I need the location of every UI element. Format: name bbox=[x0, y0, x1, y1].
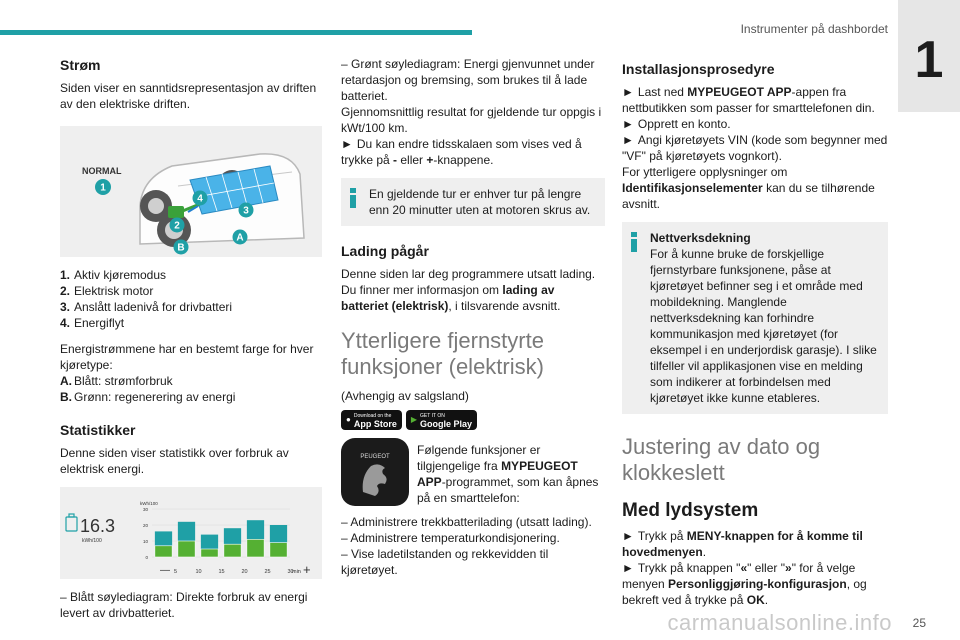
watermark: carmanualsonline.info bbox=[667, 610, 892, 635]
y-tick-label-3: 30 bbox=[142, 507, 148, 512]
header-accent-bar bbox=[0, 30, 472, 35]
play-icon: ▶ bbox=[410, 415, 418, 424]
marker-3 bbox=[239, 203, 254, 218]
function-list bbox=[341, 514, 605, 578]
energy-text: Energistrømmene har en bestemt farge for hver kjøretype: bbox=[60, 342, 314, 372]
install-step: ► Last ned MYPEUGEOT APP-appen fra nettbutikken som passer for smarttelefonen din. bbox=[622, 85, 875, 115]
mode-label: NORMAL bbox=[82, 166, 122, 176]
strom-text: Siden viser en sanntidsrepresentasjon av driften av den elektriske driften. bbox=[60, 81, 317, 111]
remote-heading: Ytterligere fjernstyrte funksjoner (elektrisk) bbox=[341, 328, 544, 379]
app-store-badge[interactable]: ● Download on the App Store bbox=[341, 410, 402, 430]
charging-heading: Lading pågår bbox=[341, 243, 429, 259]
bar-regen-30 bbox=[270, 543, 287, 557]
component-legend bbox=[60, 267, 322, 331]
bar-regen-10 bbox=[178, 541, 195, 557]
forward-icon: » bbox=[785, 561, 792, 575]
stats-reading-unit: kWh/100 bbox=[82, 538, 102, 544]
legend-item: 3. Anslått ladenivå for drivbatteri bbox=[60, 300, 233, 314]
marker-4 bbox=[193, 191, 208, 206]
marker-2-label: 2 bbox=[174, 220, 180, 232]
stats-reading: 16.3 bbox=[80, 516, 116, 536]
trip-note bbox=[341, 178, 605, 226]
app-logo-label: PEUGEOT bbox=[360, 454, 390, 460]
install-step: ► Opprett en konto. bbox=[622, 117, 731, 131]
nav-step: ► Trykk på knappen "«" eller "»" for å velge menyen Personliggjøring-konfigurasjon, og bekreft ved å trykke på OK. bbox=[622, 561, 867, 607]
legend-item: 1. Aktiv kjøremodus bbox=[60, 268, 167, 282]
chapter-number: 1 bbox=[914, 31, 944, 89]
google-play-badge[interactable]: ▶ GET IT ON Google Play bbox=[406, 410, 477, 430]
legend-item: 4. Energiflyt bbox=[60, 316, 125, 330]
marker-3-label: 3 bbox=[243, 205, 249, 217]
scale-text: ► Du kan endre tidsskalaen som vises ved å trykke på - eller +-knappene. bbox=[341, 137, 582, 167]
blue-bar-text: – Blått søylediagram: Direkte forbruk av energi levert av drivbatteriet. bbox=[60, 590, 308, 620]
marker-b bbox=[174, 240, 189, 255]
marker-4-label: 4 bbox=[197, 193, 203, 205]
more-info-text: For ytterligere opplysninger om Identifikasjonselementer kan du se tilhørende avsnitt. bbox=[622, 165, 875, 211]
column-2 bbox=[341, 56, 605, 578]
x-tick-label-15: 15 bbox=[218, 569, 225, 575]
install-heading: Installasjonsprosedyre bbox=[622, 61, 775, 77]
info-icon bbox=[350, 188, 356, 208]
install-step: ► Angi kjøretøyets VIN (kode som begynner med "VF" på kjøretøyets vognkort). bbox=[622, 133, 888, 163]
app-intro bbox=[341, 438, 605, 506]
stats-figure bbox=[60, 487, 322, 579]
list-item: – Administrere temperaturkondisjonering. bbox=[341, 531, 560, 545]
list-item: – Vise ladetilstanden og rekkevidden til kjøretøyet. bbox=[341, 547, 549, 577]
avg-text: Gjennomsnittlig resultat for gjeldende tur oppgis i kWt/100 km. bbox=[341, 105, 602, 135]
marker-a bbox=[233, 230, 248, 245]
axis-unit: kWh/100 bbox=[140, 501, 158, 506]
chapter-tab bbox=[898, 0, 960, 112]
peugeot-app-logo-icon bbox=[341, 438, 409, 506]
energy-types bbox=[60, 373, 322, 405]
arrow-icon: ► bbox=[341, 137, 353, 151]
menu-step: ► Trykk på MENY-knappen for å komme til hovedmenyen. bbox=[622, 529, 863, 559]
info-icon bbox=[631, 232, 637, 252]
x-axis bbox=[174, 569, 301, 575]
energy-flow-figure bbox=[60, 126, 322, 257]
stats-text: Denne siden viser statistikk over forbruk av elektrisk energi. bbox=[60, 446, 289, 476]
y-tick-label-1: 10 bbox=[142, 539, 148, 544]
bar-regen-15 bbox=[201, 549, 218, 557]
x-axis-unit: min bbox=[292, 569, 301, 575]
arrow-icon: ► bbox=[622, 117, 634, 131]
legend-item: 2. Elektrisk motor bbox=[60, 284, 154, 298]
plus-button-icon: + bbox=[303, 562, 311, 577]
stats-chart bbox=[60, 487, 322, 579]
arrow-icon: ► bbox=[622, 133, 634, 147]
bars bbox=[155, 520, 287, 557]
marker-a-label: A bbox=[236, 232, 244, 244]
bar-regen-5 bbox=[155, 546, 172, 557]
list-item: – Administrere trekkbatterilading (utsatt lading). bbox=[341, 515, 592, 529]
x-tick-label-10: 10 bbox=[195, 569, 202, 575]
trip-note-text: En gjeldende tur er enhver tur på lengre enn 20 minutter uten at motoren skrus av. bbox=[369, 187, 591, 217]
audio-heading: Med lydsystem bbox=[622, 500, 759, 521]
strom-heading: Strøm bbox=[60, 57, 101, 73]
network-note-title: Nettverksdekning bbox=[650, 231, 751, 245]
stats-heading: Statistikker bbox=[60, 422, 136, 438]
x-tick-label-5: 5 bbox=[173, 569, 178, 575]
energy-type-item: A. Blått: strømforbruk bbox=[60, 374, 173, 388]
bar-regen-25 bbox=[247, 539, 264, 557]
network-note-text: For å kunne bruke de forskjellige fjernstyrbare funksjonene, påse at kjøretøyet befinner seg i et område med mobildekning. Manglende nettverksdekning kan forhindre kommunikasjon med kjøretøyet (for eksempel i en underjordisk garasje). I slike tilfeller vil applikasjonen vise en melding som indikerer at forbindelsen med kjøretøyet ikke kunne etableres. bbox=[650, 247, 877, 405]
marker-1 bbox=[95, 179, 111, 195]
remote-sub: (Avhengig av salgsland) bbox=[341, 389, 469, 403]
column-3 bbox=[622, 56, 888, 608]
bar-regen-20 bbox=[224, 544, 241, 557]
green-bar-text: – Grønt søylediagram: Energi gjenvunnet under retardasjon og bremsing, som brukes til å lade batteriet. bbox=[341, 57, 595, 103]
network-note bbox=[622, 222, 888, 414]
arrow-icon: ► bbox=[622, 529, 634, 543]
minus-button-icon: — bbox=[160, 565, 170, 576]
arrow-icon: ► bbox=[622, 561, 634, 575]
marker-b-label: B bbox=[177, 242, 185, 254]
x-tick-label-20: 20 bbox=[241, 569, 248, 575]
store-badges bbox=[341, 410, 605, 430]
rewind-icon: « bbox=[740, 561, 748, 575]
y-tick-label-0: 0 bbox=[145, 555, 148, 560]
column-1 bbox=[60, 56, 322, 621]
charging-text: Denne siden lar deg programmere utsatt lading. Du finner mer informasjon om lading av batteriet (elektrisk), i tilsvarende avsnitt. bbox=[341, 267, 596, 313]
y-tick-label-2: 20 bbox=[142, 523, 148, 528]
x-tick-label-25: 25 bbox=[264, 569, 271, 575]
marker-1-label: 1 bbox=[100, 182, 106, 194]
marker-2 bbox=[170, 218, 185, 233]
date-time-heading: Justering av dato og klokkeslett bbox=[622, 434, 821, 485]
app-intro-text: Følgende funksjoner er tilgjengelige fra MYPEUGEOT APP-programmet, som kan åpnes på en smarttelefon: bbox=[417, 443, 599, 505]
vehicle-diagram bbox=[60, 126, 322, 257]
x-tick-label-30: 30 bbox=[287, 569, 294, 575]
energy-type-item: B. Grønn: regenerering av energi bbox=[60, 390, 236, 404]
apple-icon: ● bbox=[346, 415, 351, 424]
arrow-icon: ► bbox=[622, 85, 634, 99]
section-title: Instrumenter på dashbordet bbox=[740, 22, 888, 36]
page-number: 25 bbox=[912, 616, 926, 630]
